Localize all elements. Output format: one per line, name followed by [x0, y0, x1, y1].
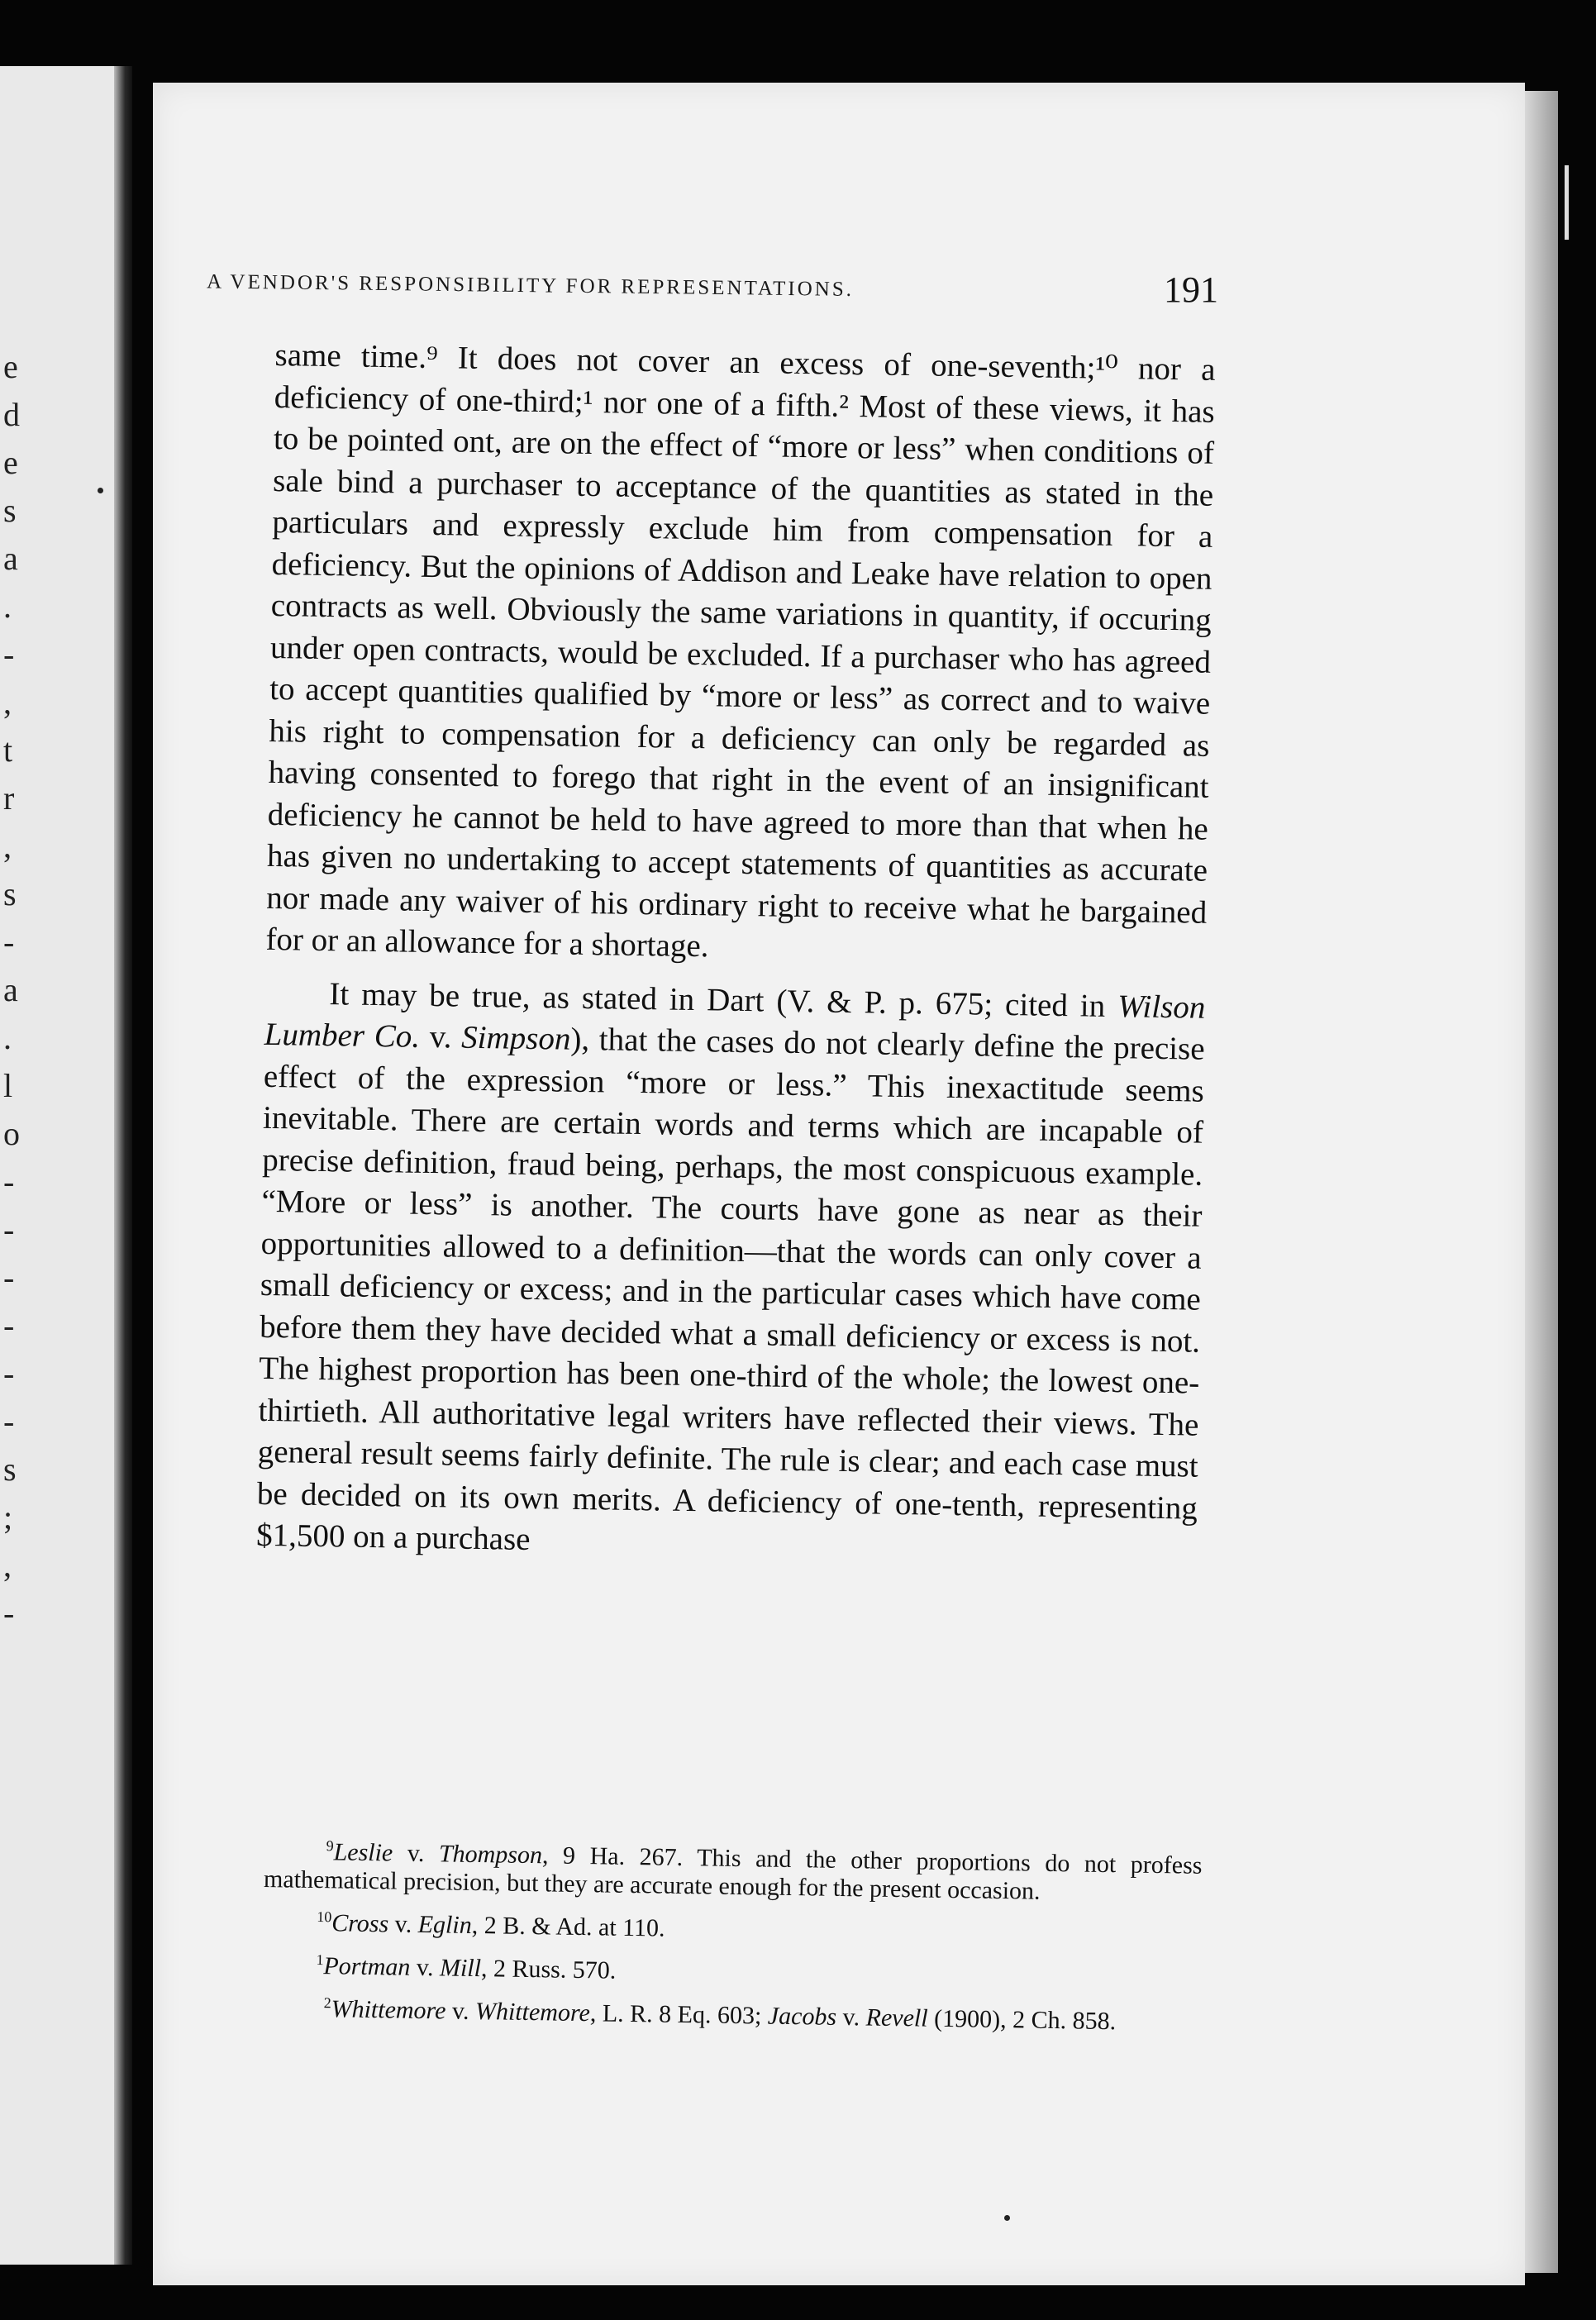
book-gutter — [114, 66, 132, 2265]
case-name-italic: Wilson Lumber Co. — [264, 988, 1206, 1055]
left-page-edge-char: s — [3, 1451, 17, 1488]
left-page-edge-char: , — [3, 684, 12, 721]
footnote-mark: 10 — [317, 1908, 332, 1926]
paragraph-1: same time.⁹ It does not cover an excess of one-seventh;¹⁰ nor a deficiency of one-third;¹ nor one of a fifth.² Most of these views, it has to be pointed ont, are on the effect of “more or less” when conditions of sale bind a purchaser to acceptance of the quantities as stated in the particulars and expressly exclude him from compensation for a deficiency. But the opinions of Addison and Leake have relation to open contracts as well. Obviously the same variations in quantity, if occuring under open contracts, would be excluded. If a purchaser who has agreed to accept quantities qualified by “more or less” as correct and to waive his right to compensation for a deficiency can only be regarded as having consented to forego that right in the event of an insignificant deficiency he cannot be held to have agreed to more than that when he has given no undertaking to accept statements of quantities as accurate nor made any waiver of his ordinary right to receive what he bargained for or an allowance for a shortage. — [265, 336, 1216, 965]
page-number: 191 — [1164, 269, 1218, 310]
case-name-italic: Eglin — [417, 1910, 472, 1939]
footnote-1 — [262, 1945, 1201, 1994]
left-facing-page-edge — [0, 66, 132, 2265]
left-page-edge-char: s — [3, 492, 17, 529]
left-page-edge-char: - — [3, 923, 15, 960]
scan-speck — [98, 488, 103, 493]
footnote-mark: 1 — [316, 1951, 324, 1969]
case-name-italic: Whittemore — [474, 1998, 591, 2027]
case-name-italic: Cross — [331, 1909, 389, 1938]
scan-speck — [1004, 2215, 1010, 2221]
case-name-italic: Revell — [865, 2003, 928, 2032]
left-page-edge-char: - — [3, 1403, 15, 1440]
case-name-italic: Leslie — [333, 1838, 393, 1867]
footnote-text: (1900), 2 Ch. 858. — [927, 2004, 1117, 2036]
versus: v. — [410, 1953, 441, 1982]
left-page-edge-char: - — [3, 1594, 15, 1632]
running-header: A VENDOR'S RESPONSIBILITY FOR REPRESENTATIONS. — [206, 270, 855, 301]
footnotes — [261, 1831, 1203, 2046]
left-page-edge-char: - — [3, 1211, 15, 1248]
left-page-edge-char: e — [3, 348, 18, 385]
page-edge-shadow — [1525, 91, 1558, 2273]
footnote-mark: 2 — [323, 1994, 331, 2012]
paragraph-2-text-b: v. — [419, 1018, 462, 1055]
left-page-edge-char: - — [3, 1259, 15, 1296]
footnote-mark: 9 — [326, 1837, 334, 1855]
footnote-text: , 9 Ha. 267. This and the other proportions do not profess mathematical precision, but they are accurate enough for the present occasion. — [263, 1841, 1203, 1905]
left-page-edge-char: - — [3, 1163, 15, 1200]
footnote-10 — [263, 1902, 1202, 1951]
left-page-edge-char: a — [3, 540, 18, 577]
left-page-edge-char: r — [3, 779, 15, 817]
case-party-italic: Simpson — [460, 1019, 571, 1057]
footnote-text: , L. R. 8 Eq. 603; — [589, 1999, 769, 2030]
versus: v. — [393, 1839, 440, 1868]
paragraph-2 — [256, 972, 1206, 1571]
left-page-edge-char: - — [3, 636, 15, 673]
body-text — [256, 335, 1216, 1571]
case-name-italic: Jacobs — [767, 2002, 837, 2031]
case-name-italic: Portman — [323, 1952, 411, 1981]
paragraph-2-text-c: ), that the cases do not clearly define the precise effect of the expression “more or less.” This inexactitude seems inevitable. There are certain words and terms which are incapable of precise definition, fraud being, perhaps, the most conspicuous example. “More or less” is another. The courts have gone as near as their opportunities allowed to a definition—that the words can only cover a small deficiency or excess; and in the particular cases which have come before them they have decided what a small deficiency or excess is not. The highest proportion has been one-third of the whole; the lowest one-thirtieth. All authoritative legal writers have reflected their views. The general result seems fairly definite. The rule is clear; and each case must be decided on its own merits. A deficiency of one-tenth, representing $1,500 on a purchase — [255, 1021, 1205, 1558]
footnote-2 — [261, 1988, 1200, 2037]
left-page-edge-char: d — [3, 396, 20, 433]
footnote-text: , 2 B. & Ad. at 110. — [471, 1911, 665, 1942]
footnote-text: , 2 Russ. 570. — [480, 1955, 617, 1984]
versus: v. — [836, 2003, 866, 2032]
left-page-edge-char: - — [3, 1307, 15, 1344]
left-page-edge-char: o — [3, 1115, 20, 1152]
left-page-edge-char: , — [3, 827, 12, 865]
paragraph-2-text-a: It may be true, as stated in Dart (V. & P. p. 675; cited in — [329, 975, 1118, 1024]
case-name-italic: Thompson — [438, 1840, 543, 1870]
left-page-edge-char: s — [3, 875, 17, 912]
versus: v. — [445, 1997, 476, 2026]
left-page-edge-char: a — [3, 971, 18, 1008]
left-page-edge-char: t — [3, 731, 13, 769]
left-page-edge-char: . — [3, 588, 12, 625]
left-page-edge-char: e — [3, 444, 18, 481]
left-page-edge-char: ; — [3, 1498, 13, 1536]
case-name-italic: Mill — [439, 1954, 482, 1983]
versus: v. — [388, 1910, 418, 1938]
case-name-italic: Whittemore — [331, 1995, 446, 2025]
left-page-edge-char: l — [3, 1067, 13, 1104]
left-page-edge-char: - — [3, 1355, 15, 1392]
left-page-edge-char: . — [3, 1019, 12, 1056]
left-page-edge-char: , — [3, 1546, 12, 1584]
scan-artifact-line — [1565, 165, 1569, 240]
